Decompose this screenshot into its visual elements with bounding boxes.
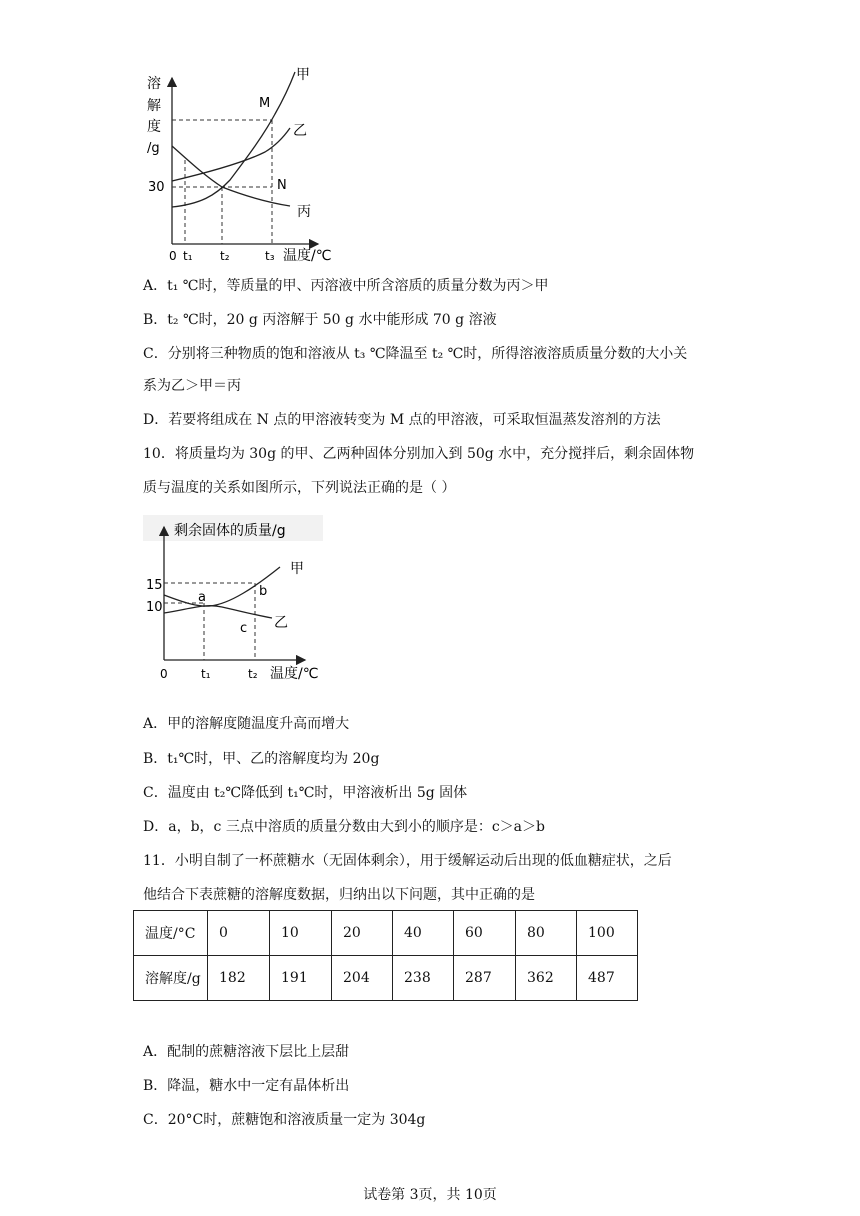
x-tick-t1: t₁	[201, 667, 211, 681]
q9-option-c: C．分别将三种物质的饱和溶液从 t₃ ℃降温至 t₂ ℃时，所得溶液溶质质量分数的大小关	[143, 346, 688, 362]
y-axis-label-3: 度	[147, 119, 161, 135]
table-row	[134, 956, 638, 1001]
table-cell: 204	[332, 956, 393, 1001]
x-tick-t2: t₂	[248, 667, 258, 681]
table-cell: 0	[208, 911, 270, 956]
series-label-yi: 乙	[293, 123, 307, 139]
table-cell: 238	[393, 956, 454, 1001]
page-footer: 试卷第 3页，共 10页	[363, 1187, 497, 1203]
y-tick-30: 30	[148, 180, 165, 195]
y-tick-10: 10	[146, 600, 163, 615]
q11-option-b: B．降温，糖水中一定有晶体析出	[143, 1078, 350, 1094]
q10-stem-line1: 10．将质量均为 30g 的甲、乙两种固体分别加入到 50g 水中，充分搅拌后，剩余固体物	[143, 446, 695, 462]
table-cell: 487	[577, 956, 638, 1001]
q11-stem-line2: 他结合下表蔗糖的溶解度数据，归纳出以下问题，其中正确的是	[143, 887, 535, 903]
table-cell: 100	[577, 911, 638, 956]
x-axis-label: 温度/℃	[283, 248, 332, 264]
q11-option-c: C．20°C时，蔗糖饱和溶液质量一定为 304g	[143, 1112, 426, 1128]
point-a-label: a	[198, 590, 206, 605]
table-cell: 溶解度/g	[134, 956, 208, 1001]
y-axis-label: 剩余固体的质量/g	[174, 523, 286, 539]
table-cell: 10	[270, 911, 332, 956]
q9-option-b: B．t₂ ℃时，20 g 丙溶解于 50 g 水中能形成 70 g 溶液	[143, 312, 497, 328]
table-cell: 182	[208, 956, 270, 1001]
table-cell: 40	[393, 911, 454, 956]
table-row	[134, 911, 638, 956]
y-tick-15: 15	[146, 578, 163, 593]
table-cell: 60	[454, 911, 516, 956]
point-m-label: M	[259, 96, 271, 111]
x-tick-t1: t₁	[183, 249, 193, 263]
sucrose-solubility-table	[133, 910, 638, 1001]
series-label-bing: 丙	[297, 204, 311, 220]
table-cell: 287	[454, 956, 516, 1001]
y-axis-label-2: 解	[147, 98, 161, 114]
remaining-solid-figure	[0, 515, 860, 715]
point-c-label: c	[240, 621, 248, 636]
x-tick-t2: t₂	[220, 249, 230, 263]
q11-option-a: A．配制的蔗糖溶液下层比上层甜	[143, 1044, 350, 1060]
point-b-label: b	[259, 584, 268, 599]
q9-option-a: A．t₁ ℃时，等质量的甲、丙溶液中所含溶质的质量分数为丙＞甲	[143, 278, 549, 294]
y-axis-label-4: /g	[147, 141, 160, 156]
x-tick-0: 0	[160, 667, 168, 681]
table-cell: 191	[270, 956, 332, 1001]
q10-option-d: D．a，b，c 三点中溶质的质量分数由大到小的顺序是：c＞a＞b	[143, 819, 545, 835]
q10-option-c: C．温度由 t₂℃降低到 t₁℃时，甲溶液析出 5g 固体	[143, 785, 468, 801]
series-label-jia: 甲	[296, 67, 310, 83]
series-label-jia: 甲	[290, 561, 304, 577]
dashed-guides	[172, 120, 272, 244]
x-axis-label: 温度/℃	[270, 666, 319, 682]
table-cell: 温度/°C	[134, 911, 208, 956]
q10-stem-line2: 质与温度的关系如图所示，下列说法正确的是（ ）	[143, 480, 456, 496]
x-tick-0: 0	[169, 249, 177, 263]
table-cell: 20	[332, 911, 393, 956]
x-tick-t3: t₃	[265, 249, 275, 263]
table-cell: 80	[516, 911, 577, 956]
y-axis-label-1: 溶	[147, 76, 161, 92]
q9-option-d: D．若要将组成在 N 点的甲溶液转变为 M 点的甲溶液，可采取恒温蒸发溶剂的方法	[143, 412, 661, 428]
q10-option-b: B．t₁℃时，甲、乙的溶解度均为 20g	[143, 751, 380, 767]
q9-option-c-cont: 系为乙＞甲＝丙	[143, 378, 241, 394]
curve-yi	[164, 606, 272, 618]
q10-option-a: A．甲的溶解度随温度升高而增大	[143, 716, 350, 732]
q11-stem-line1: 11．小明自制了一杯蔗糖水（无固体剩余），用于缓解运动后出现的低血糖症状，之后	[143, 853, 672, 869]
solubility-curve-figure	[0, 0, 860, 270]
table-cell: 362	[516, 956, 577, 1001]
series-label-yi: 乙	[274, 615, 288, 631]
point-n-label: N	[277, 178, 287, 193]
